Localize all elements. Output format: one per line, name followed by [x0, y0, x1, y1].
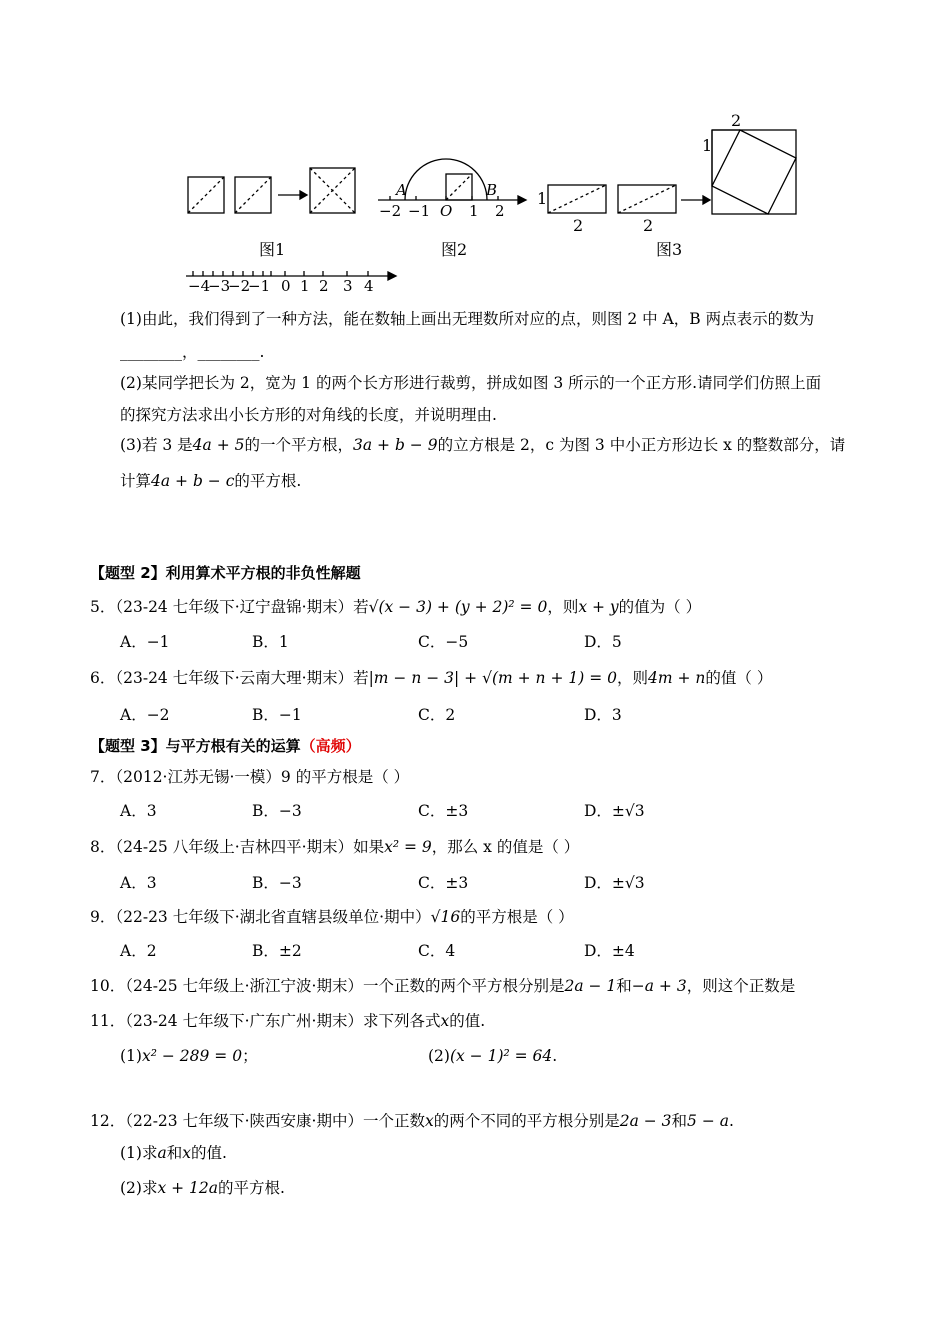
q6-option-a[interactable]: A．−2 [120, 706, 170, 724]
q9-stem [90, 906, 574, 928]
q12-part1-text: 和 [166, 1144, 183, 1162]
q4-part3-text: 的一个平方根， [244, 436, 353, 454]
section-3-title-text: 【题型 3】与平方根有关的运算 [90, 737, 301, 755]
q12-part2-text: (2)求 [120, 1179, 158, 1197]
q7-option-d[interactable]: D．±√3 [584, 802, 645, 820]
q11-stem [90, 1010, 485, 1032]
q8-option-c[interactable]: C．±3 [418, 874, 469, 892]
q4-part3-text: 的立方根是 2，c 为图 3 中小正方形边长 x 的整数部分，请 [437, 436, 846, 454]
number-line-tick-label: −4 [188, 277, 211, 295]
q10-source: 10．（24-25 七年级上·浙江宁波·期末）一个正数的两个平方根分别是 [90, 977, 565, 995]
section-2-title: 【题型 2】利用算术平方根的非负性解题 [90, 564, 361, 582]
q5-source: 5．（23-24 七年级下·辽宁盘锦·期末）若 [90, 598, 369, 616]
number-line-tick-label: 3 [343, 277, 353, 295]
q11-part1-end: ； [242, 1047, 258, 1065]
number-line-tick-label: 1 [300, 277, 310, 295]
q11-part2 [428, 1045, 557, 1067]
q11-var: x [440, 1012, 450, 1030]
number-line-tick-label: 4 [364, 277, 374, 295]
q8-source: 8．（24-25 八年级上·吉林四平·期末）如果 [90, 838, 385, 856]
q11-part1-equation: x² − 289 = 0 [141, 1047, 243, 1065]
q11-part2-end: . [552, 1047, 558, 1065]
q11-text: 的值. [449, 1012, 486, 1030]
fig2-label: 图2 [441, 240, 468, 259]
q4-part3-expr3: 4a + b − c [151, 472, 235, 490]
q11-part2-label: (2) [428, 1047, 450, 1065]
q8-equation: x² = 9 [384, 838, 432, 856]
q8-stem [90, 836, 579, 858]
q6-option-c[interactable]: C．2 [418, 706, 456, 724]
q12-part1-var-a: a [157, 1144, 167, 1162]
fig2-tick-m2: −2 [379, 202, 402, 220]
q5-option-c[interactable]: C．−5 [418, 633, 469, 651]
fig3-rect-long-2: 2 [643, 216, 654, 235]
q12-text: . [729, 1112, 734, 1130]
fig2-tick-m1: −1 [408, 202, 431, 220]
q4-part1-line1: (1)由此，我们得到了一种方法，能在数轴上画出无理数所对应的点，则图 2 中 A，B 两点表示的数为 [120, 310, 815, 328]
fig3-label: 图3 [656, 240, 683, 259]
q10-expr2: −a + 3 [631, 977, 687, 995]
number-line-tick-label: −2 [228, 277, 251, 295]
fig3-top-label: 2 [731, 111, 742, 130]
q11-part1 [120, 1045, 258, 1067]
q12-var: x [424, 1112, 434, 1130]
q11-source: 11．（23-24 七年级下·广东广州·期末）求下列各式 [90, 1012, 441, 1030]
q9-option-a[interactable]: A．2 [120, 942, 157, 960]
fig2-tick-o: O [440, 202, 453, 220]
figure-1 [188, 168, 355, 213]
q4-part2-line1: (2)某同学把长为 2，宽为 1 的两个长方形进行裁剪，拼成如图 3 所示的一个正方形.请同学们仿照上面 [120, 374, 822, 392]
q12-text: 的两个不同的平方根分别是 [433, 1112, 620, 1130]
q6-expr: 4m + n [648, 669, 706, 687]
q12-text: 和 [671, 1112, 688, 1130]
q4-part3-text: 的平方根. [234, 472, 302, 490]
q8-text: ，那么 x 的值是（ ） [431, 838, 580, 856]
q9-text: 的平方根是（ ） [460, 908, 574, 926]
fig2-tick-2: 2 [495, 202, 505, 220]
q9-option-c[interactable]: C．4 [418, 942, 456, 960]
q12-part2-expr: x + 12a [157, 1179, 219, 1197]
q9-source: 9．（22-23 七年级下·湖北省直辖县级单位·期中） [90, 908, 431, 926]
q10-text: ，则这个正数是 [686, 977, 796, 995]
q6-text: 的值（ ） [705, 669, 773, 687]
q12-part1-var-x: x [182, 1144, 191, 1162]
section-3-title [90, 735, 361, 757]
q5-text: 的值为（ ） [618, 598, 702, 616]
figure-area [0, 0, 950, 300]
q8-option-b[interactable]: B．−3 [252, 874, 302, 892]
q12-expr1: 2a − 3 [619, 1112, 672, 1130]
q6-equation: |m − n − 3| + √(m + n + 1) = 0 [368, 669, 617, 687]
q9-expr: √16 [430, 908, 461, 926]
q12-part2-text: 的平方根. [218, 1179, 285, 1197]
fig3-rect-short: 1 [537, 189, 548, 208]
fig2-point-b: B [486, 181, 498, 199]
fig3-rect-long-1: 2 [573, 216, 584, 235]
q10-stem [90, 975, 795, 997]
q12-part1 [120, 1142, 227, 1164]
q5-text: ，则 [547, 598, 579, 616]
q4-part3-line1 [120, 434, 845, 456]
number-line-tick-label: 2 [319, 277, 329, 295]
q4-part3-line2 [120, 470, 301, 492]
q12-part1-text: 的值. [190, 1144, 227, 1162]
q6-option-d[interactable]: D．3 [584, 706, 622, 724]
q5-option-a[interactable]: A．−1 [120, 633, 170, 651]
q12-stem [90, 1110, 734, 1132]
q4-part3-expr1: 4a + 5 [192, 436, 245, 454]
q5-equation: √(x − 3) + (y + 2)² = 0 [368, 598, 548, 616]
number-line-tick-label: 0 [281, 277, 291, 295]
q4-part2-line2: 的探究方法求出小长方形的对角线的长度，并说明理由. [120, 406, 497, 424]
fig2-tick-1: 1 [469, 202, 479, 220]
q12-expr2: 5 − a [687, 1112, 729, 1130]
q6-option-b[interactable]: B．−1 [252, 706, 302, 724]
q4-part3-text: (3)若 3 是 [120, 436, 193, 454]
q5-stem [90, 596, 701, 618]
q8-option-a[interactable]: A．3 [120, 874, 157, 892]
q4-part3-expr2: 3a + b − 9 [353, 436, 438, 454]
q10-expr1: 2a − 1 [564, 977, 617, 995]
q11-part1-label: (1) [120, 1047, 142, 1065]
q6-text: ，则 [617, 669, 649, 687]
figure-3 [548, 130, 796, 214]
fig2-point-a: A [396, 181, 407, 199]
q7-stem: 7．（2012·江苏无锡·一模）9 的平方根是（ ） [90, 768, 410, 786]
q6-source: 6．（23-24 七年级下·云南大理·期末）若 [90, 669, 369, 687]
q5-option-b[interactable]: B．1 [252, 633, 289, 651]
number-line-tick-label: −1 [248, 277, 271, 295]
q6-stem [90, 667, 772, 689]
q8-option-d[interactable]: D．±√3 [584, 874, 645, 892]
q12-part1-text: (1)求 [120, 1144, 158, 1162]
q11-part2-equation: (x − 1)² = 64 [449, 1047, 553, 1065]
q5-expr: x + y [578, 598, 619, 616]
fig3-side-label: 1 [702, 136, 713, 155]
q10-text: 和 [616, 977, 632, 995]
high-frequency-tag: （高频） [300, 737, 361, 755]
q7-option-c[interactable]: C．±3 [418, 802, 469, 820]
number-line-tick-label: −3 [208, 277, 231, 295]
q4-part3-text: 计算 [120, 472, 152, 490]
q9-option-d[interactable]: D．±4 [584, 942, 635, 960]
q12-source: 12．（22-23 七年级下·陕西安康·期中）一个正数 [90, 1112, 425, 1130]
q7-option-a[interactable]: A．3 [120, 802, 157, 820]
fig1-label: 图1 [259, 240, 286, 259]
q5-option-d[interactable]: D．5 [584, 633, 622, 651]
q9-option-b[interactable]: B．±2 [252, 942, 302, 960]
q4-part1-answer-blanks: ________，________. [120, 343, 265, 361]
q12-part2 [120, 1177, 285, 1199]
q7-option-b[interactable]: B．−3 [252, 802, 302, 820]
